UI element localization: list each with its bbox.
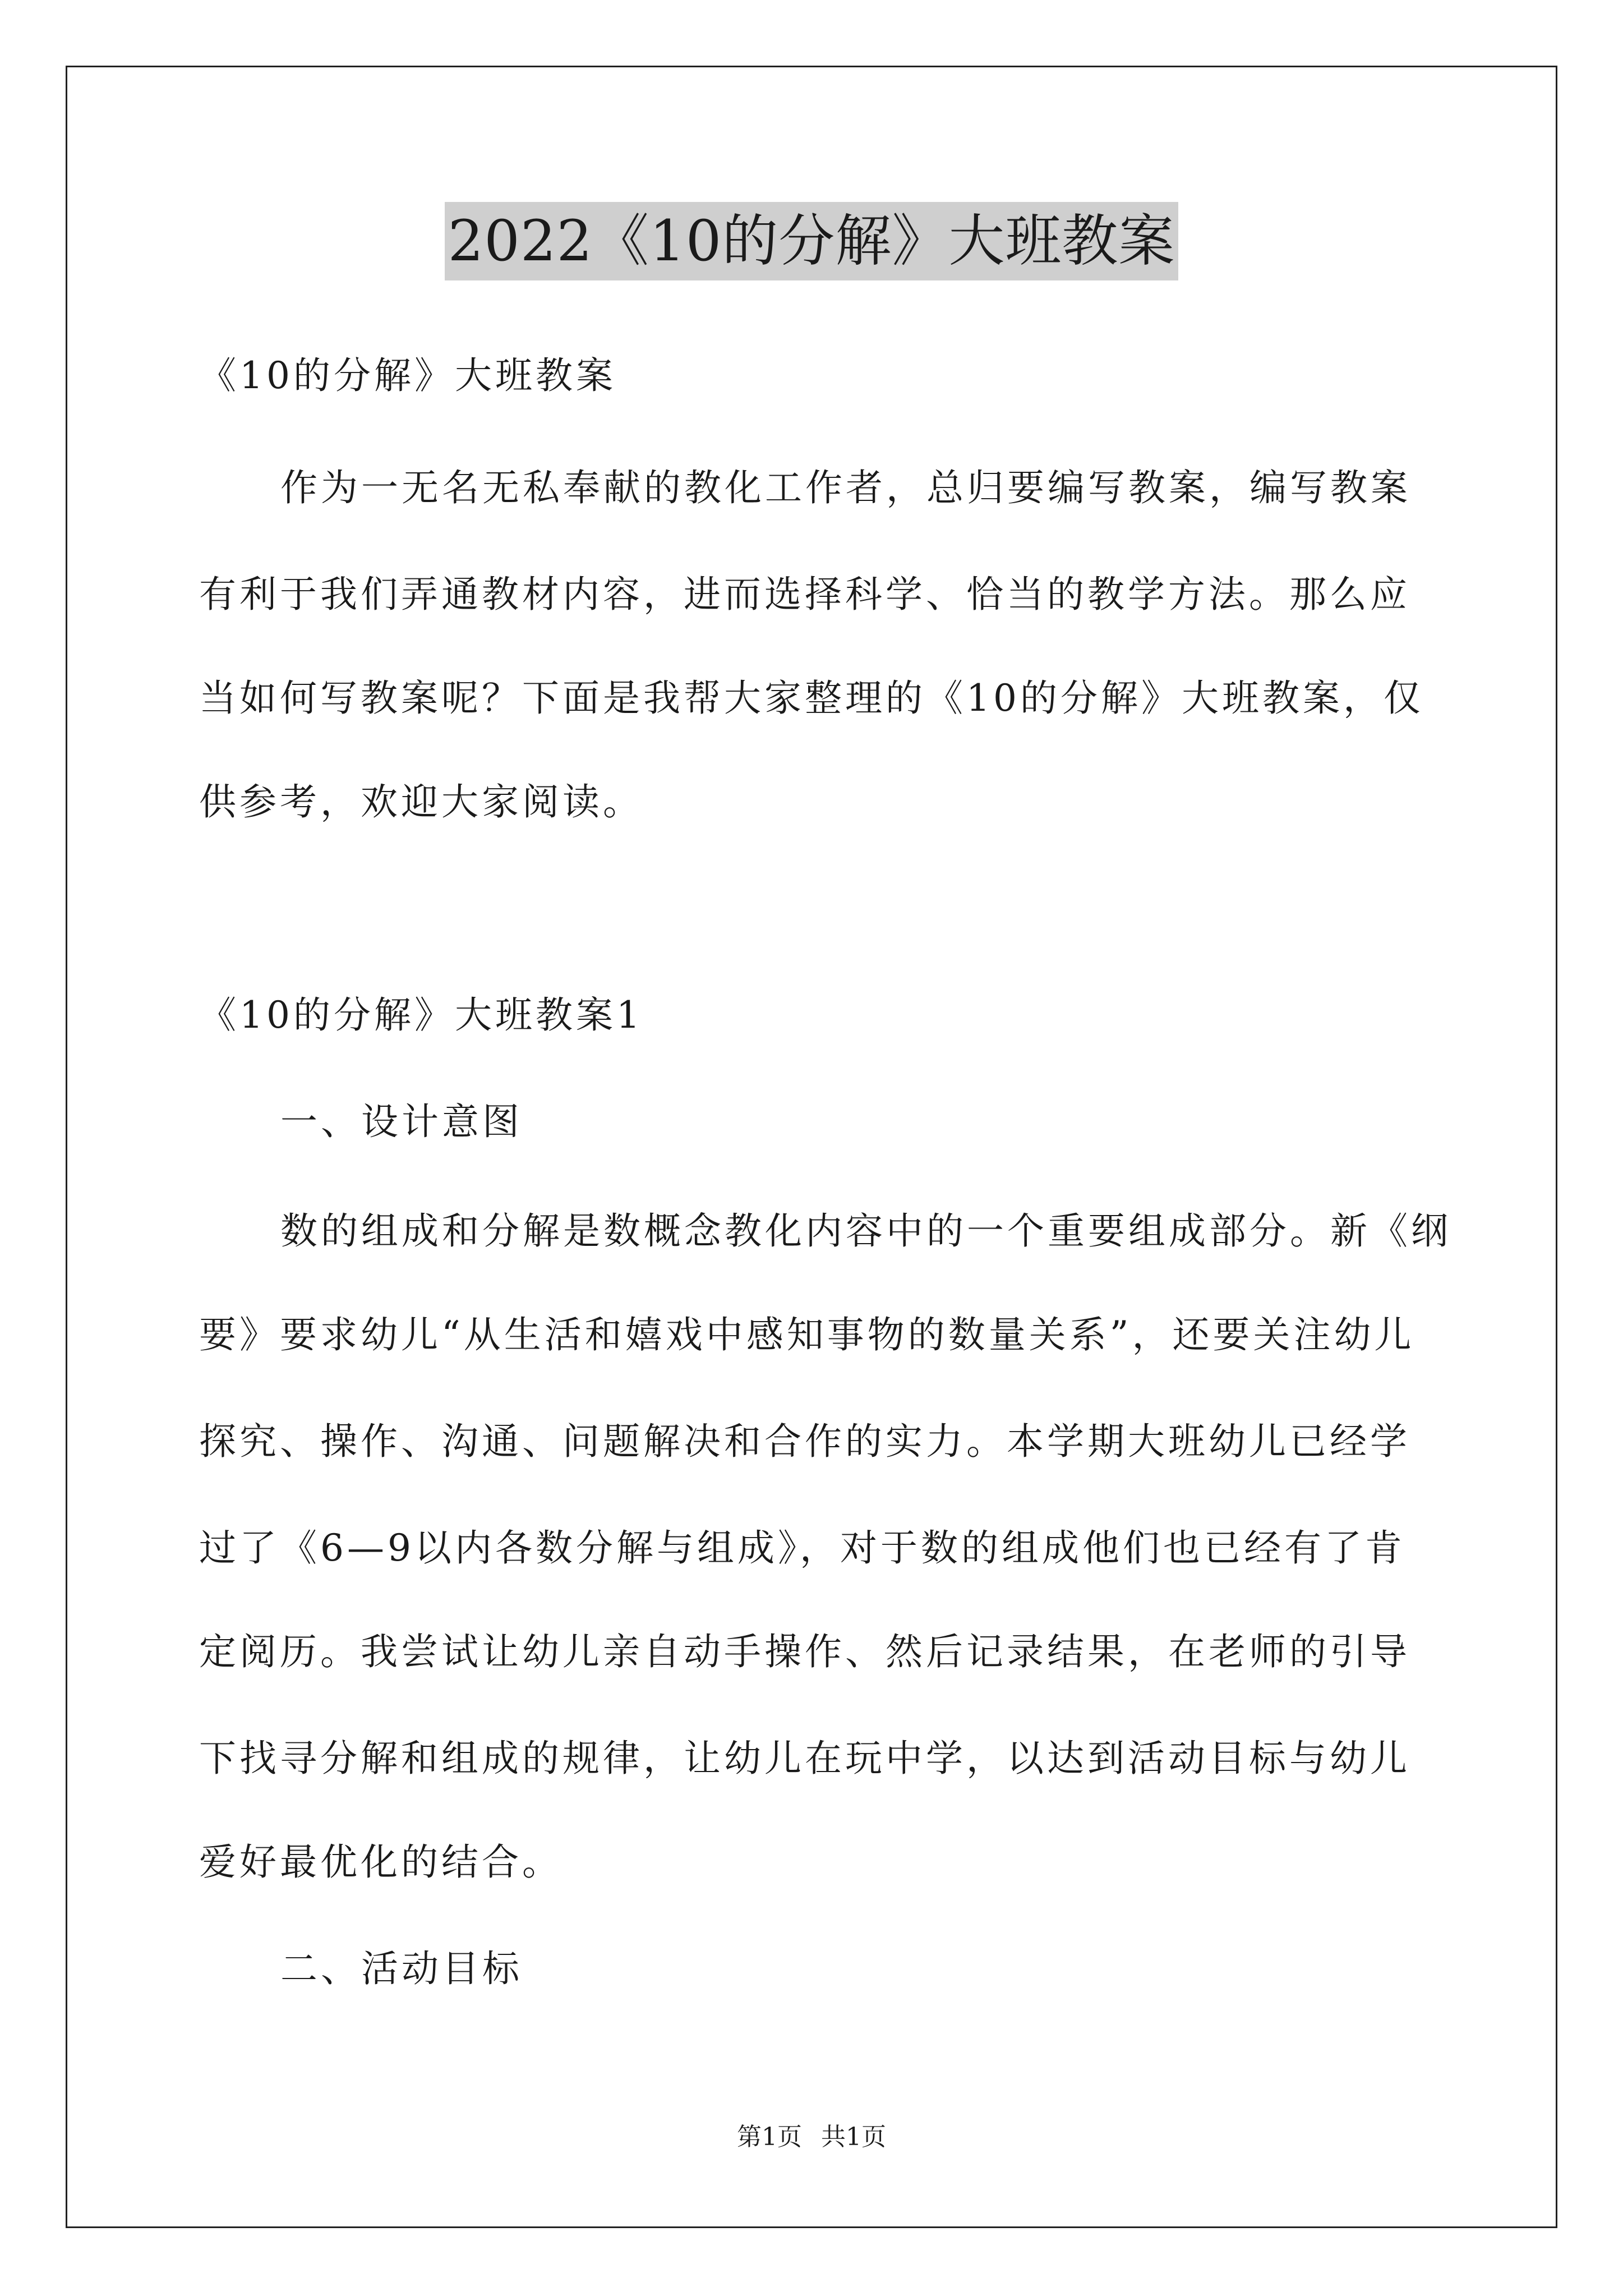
body-line: 探究、操作、沟通、问题解决和合作的实力。本学期大班幼儿已经学 <box>199 1420 1410 1463</box>
intro-line: 供参考，欢迎大家阅读。 <box>199 780 643 823</box>
subtitle: 《10的分解》大班教案 <box>199 354 616 397</box>
title-container <box>0 202 1623 280</box>
intro-line: 有利于我们弄通教材内容，进而选择科学、恰当的教学方法。那么应 <box>199 573 1410 616</box>
section-title: 《10的分解》大班教案1 <box>199 993 643 1037</box>
body-line: 数的组成和分解是数概念教化内容中的一个重要组成部分。新《纲 <box>280 1209 1451 1253</box>
body-line: 下找寻分解和组成的规律，让幼儿在玩中学，以达到活动目标与幼儿 <box>199 1737 1410 1780</box>
page-current: 第1页 <box>737 2123 802 2151</box>
heading-activity-goals: 二、活动目标 <box>280 1947 523 1990</box>
body-line: 定阅历。我尝试让幼儿亲自动手操作、然后记录结果，在老师的引导 <box>199 1630 1410 1673</box>
heading-design-intent: 一、设计意图 <box>280 1100 523 1143</box>
intro-line: 当如何写教案呢？下面是我帮大家整理的《10的分解》大班教案，仅 <box>199 677 1424 720</box>
body-line: 要》要求幼儿“从生活和嬉戏中感知事物的数量关系”，还要关注幼儿 <box>199 1313 1415 1356</box>
page-footer <box>0 2120 1623 2154</box>
body-line: 过了《6—9以内各数分解与组成》，对于数的组成他们也已经有了肯 <box>199 1526 1405 1570</box>
intro-line: 作为一无名无私奉献的教化工作者，总归要编写教案，编写教案 <box>280 466 1411 509</box>
document-title: 2022《10的分解》大班教案 <box>445 202 1179 280</box>
body-line: 爱好最优化的结合。 <box>199 1841 562 1884</box>
page-total: 共1页 <box>821 2123 886 2151</box>
